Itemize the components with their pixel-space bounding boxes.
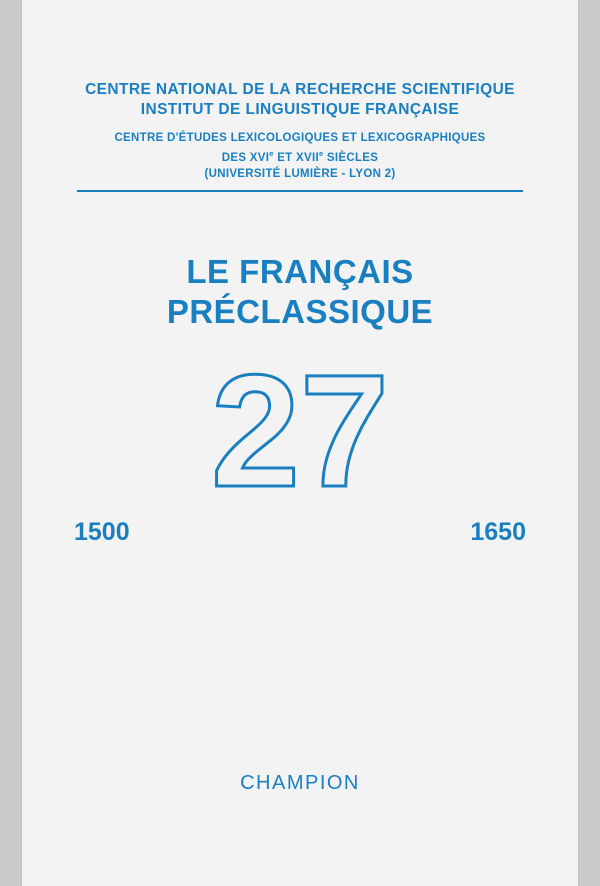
year-range-start: 1500 bbox=[74, 518, 130, 546]
journal-title bbox=[62, 252, 538, 332]
centuries-mid: ET XVII bbox=[273, 151, 319, 164]
institution-line-2: INSTITUT DE LINGUISTIQUE FRANÇAISE bbox=[140, 101, 460, 118]
issue-number-text: 27 bbox=[211, 360, 389, 510]
journal-title-line-2: PRÉCLASSIQUE bbox=[166, 293, 434, 330]
century-sup-2: e bbox=[318, 149, 324, 158]
institution-line-1: CENTRE NATIONAL DE LA RECHERCHE SCIENTIFIQUE bbox=[85, 81, 515, 98]
publisher-imprint: CHAMPION bbox=[240, 772, 360, 794]
journal-title-line-1: LE FRANÇAIS bbox=[186, 253, 414, 290]
centuries-prefix: DES XVI bbox=[221, 151, 270, 164]
institution-header bbox=[22, 80, 578, 120]
cover-content bbox=[22, 0, 578, 886]
horizontal-divider bbox=[77, 190, 523, 192]
year-range-end: 1650 bbox=[470, 518, 526, 546]
research-center-line-1: CENTRE D'ÉTUDES LEXICOLOGIQUES ET LEXICOGRAPHIQUES bbox=[114, 132, 486, 144]
century-sup-1: e bbox=[269, 149, 274, 158]
research-center-line-3: (UNIVERSITÉ LUMIÈRE - LYON 2) bbox=[204, 167, 396, 180]
issue-number-outline bbox=[22, 360, 578, 510]
research-center-block bbox=[77, 130, 523, 182]
book-cover-page bbox=[22, 0, 578, 886]
issue-number-svg bbox=[150, 360, 450, 510]
research-center-line-2 bbox=[77, 146, 523, 166]
centuries-suffix: SIÈCLES bbox=[323, 151, 379, 164]
